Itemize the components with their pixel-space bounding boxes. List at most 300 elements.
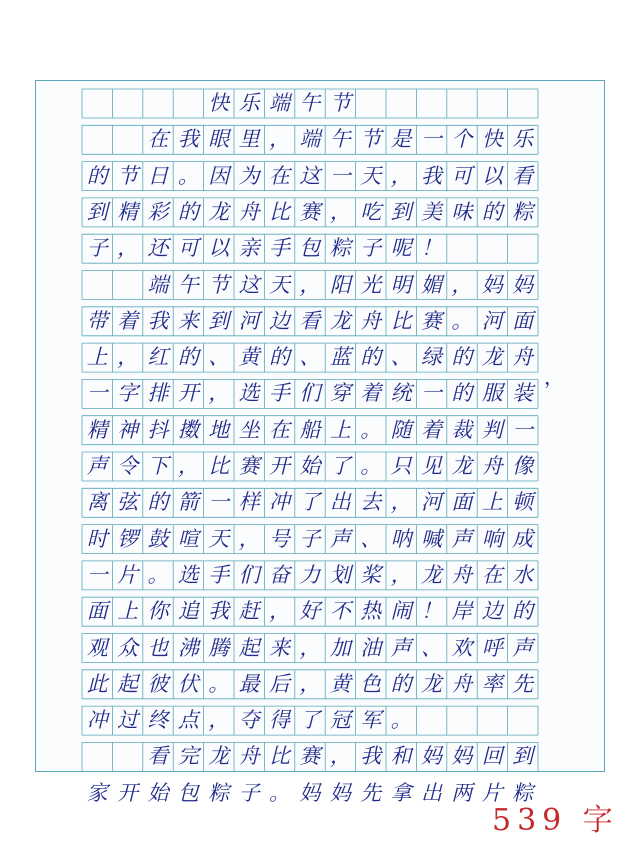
grid-cell bbox=[82, 271, 112, 300]
grid-cell: 龙 bbox=[420, 671, 442, 696]
grid-cell: 我 bbox=[177, 127, 199, 152]
grid-cell: 光 bbox=[360, 272, 382, 297]
grid-cell: 号 bbox=[269, 526, 291, 551]
grid-cell: 此 bbox=[86, 671, 108, 696]
grid-cell: 媚 bbox=[420, 272, 442, 297]
essay-line bbox=[82, 125, 538, 154]
essay-line bbox=[82, 488, 538, 517]
grid-cell: 。 bbox=[147, 562, 169, 587]
grid-cell: 子 bbox=[299, 526, 321, 551]
grid-cell: 妈 bbox=[420, 744, 442, 769]
grid-cell: 声 bbox=[512, 635, 534, 660]
grid-cell: 下 bbox=[147, 454, 169, 478]
grid-cell bbox=[416, 89, 446, 118]
grid-cell: 始 bbox=[147, 780, 169, 805]
grid-cell: 坐 bbox=[238, 417, 260, 442]
grid-cell: 是 bbox=[390, 127, 412, 152]
grid-cell: 冲 bbox=[86, 708, 108, 733]
essay-line bbox=[82, 706, 538, 735]
grid-cell: 船 bbox=[299, 417, 321, 442]
essay-line bbox=[82, 742, 538, 771]
grid-cell: 在 bbox=[269, 417, 291, 442]
grid-cell: 龙 bbox=[208, 744, 230, 769]
grid-cell: 箭 bbox=[177, 490, 199, 515]
grid-cell: 装 bbox=[512, 381, 534, 406]
grid-cell: 这 bbox=[299, 163, 321, 188]
grid-cell: 眼 bbox=[208, 127, 230, 152]
grid-cell: 喊 bbox=[420, 526, 442, 551]
grid-cell: 过 bbox=[117, 708, 139, 733]
grid-cell: 在 bbox=[269, 163, 291, 188]
grid-cell: 妈 bbox=[512, 272, 534, 297]
grid-cell: 顿 bbox=[512, 490, 534, 515]
grid-cell bbox=[507, 234, 537, 263]
grid-cell: 子 bbox=[360, 236, 382, 261]
grid-cell bbox=[447, 706, 477, 735]
grid-cell bbox=[356, 89, 386, 118]
grid-cell: 龙 bbox=[420, 562, 442, 587]
grid-cell: 。 bbox=[177, 163, 199, 188]
grid-cell: 响 bbox=[481, 526, 503, 551]
grid-cell: 的 bbox=[86, 163, 108, 188]
grid-cell bbox=[82, 742, 112, 771]
grid-cell: 比 bbox=[390, 308, 412, 333]
grid-cell: 一 bbox=[512, 417, 534, 442]
grid-cell: 河 bbox=[420, 490, 442, 515]
essay-line bbox=[82, 525, 538, 554]
grid-cell: 奋 bbox=[269, 562, 291, 587]
grid-cell: 着 bbox=[420, 417, 442, 442]
essay-line bbox=[82, 779, 538, 808]
essay-line bbox=[82, 271, 538, 300]
grid-cell bbox=[416, 706, 446, 735]
grid-cell: 黄 bbox=[329, 671, 351, 696]
grid-cell: 不 bbox=[329, 599, 351, 624]
grid-cell: 锣 bbox=[117, 526, 139, 551]
grid-cell: 。 bbox=[451, 308, 473, 333]
grid-cell: 上 bbox=[117, 599, 139, 624]
grid-cell: 可 bbox=[451, 163, 473, 188]
grid-cell: 舟 bbox=[238, 744, 260, 769]
grid-cell: 声 bbox=[451, 526, 473, 551]
grid-cell: 看 bbox=[147, 744, 169, 769]
grid-cell: 了 bbox=[299, 490, 321, 515]
grid-cell: 鼓 bbox=[147, 526, 169, 551]
grid-cell: 众 bbox=[117, 635, 139, 660]
grid-cell: 加 bbox=[329, 635, 351, 660]
grid-cell bbox=[112, 125, 142, 154]
grid-cell: 裁 bbox=[451, 417, 473, 442]
grid-cell: 片 bbox=[481, 780, 503, 805]
grid-cell: 阳 bbox=[329, 272, 351, 297]
grid-cell: 见 bbox=[420, 454, 442, 478]
grid-cell: 的 bbox=[177, 199, 199, 224]
grid-cell: 绿 bbox=[420, 345, 442, 370]
grid-cell: 军 bbox=[360, 708, 382, 733]
grid-cell: 边 bbox=[269, 308, 291, 333]
grid-cell bbox=[173, 89, 203, 118]
grid-cell: 到 bbox=[86, 199, 108, 224]
grid-cell: 子 bbox=[238, 780, 260, 805]
grid-cell: 舟 bbox=[238, 199, 260, 224]
grid-cell: 妈 bbox=[299, 780, 321, 805]
grid-cell: 午 bbox=[299, 91, 321, 115]
grid-cell: 弦 bbox=[117, 490, 139, 515]
grid-cell: ， bbox=[451, 272, 473, 297]
grid-cell: 划 bbox=[329, 562, 351, 587]
grid-cell bbox=[447, 89, 477, 118]
grid-cell: 桨 bbox=[360, 562, 382, 587]
grid-cell: 成 bbox=[512, 526, 534, 551]
grid-cell bbox=[507, 89, 537, 118]
grid-cell: ， bbox=[269, 599, 291, 624]
grid-cell: 夺 bbox=[238, 708, 260, 733]
grid-cell: 粽 bbox=[512, 780, 534, 805]
grid-cell: 赛 bbox=[420, 308, 442, 333]
grid-cell: ， bbox=[177, 454, 199, 478]
grid-cell: 看 bbox=[299, 308, 321, 333]
essay-line bbox=[82, 597, 538, 626]
grid-cell: 粽 bbox=[329, 236, 351, 261]
grid-cell: 上 bbox=[481, 490, 503, 515]
essay-line bbox=[82, 452, 538, 481]
grid-cell: 河 bbox=[481, 308, 503, 333]
grid-cell: ， bbox=[390, 562, 412, 587]
grid-cell: 的 bbox=[512, 599, 534, 624]
grid-cell: 带 bbox=[86, 308, 108, 333]
grid-cell: 比 bbox=[269, 199, 291, 224]
grid-cell: 始 bbox=[299, 454, 321, 478]
grid-cell: ， bbox=[238, 526, 260, 551]
grid-cell: 、 bbox=[420, 635, 442, 660]
grid-cell: 面 bbox=[86, 599, 108, 624]
grid-cell: 天 bbox=[208, 526, 230, 551]
grid-cell: 的 bbox=[177, 345, 199, 370]
grid-cell: 妈 bbox=[329, 780, 351, 805]
grid-cell: 追 bbox=[177, 599, 199, 624]
grid-cell: 呢 bbox=[390, 236, 412, 261]
grid-cell: 们 bbox=[299, 381, 321, 406]
grid-cell: 冲 bbox=[269, 490, 291, 515]
grid-cell: 以 bbox=[481, 163, 503, 188]
grid-cell: ， bbox=[390, 490, 412, 515]
essay-line bbox=[82, 670, 538, 699]
grid-cell: 的 bbox=[451, 345, 473, 370]
grid-cell: 、 bbox=[208, 345, 230, 370]
grid-cell: 节 bbox=[208, 272, 230, 297]
grid-cell: 到 bbox=[512, 744, 534, 769]
grid-cell: 快 bbox=[481, 127, 503, 152]
grid-cell: 令 bbox=[117, 454, 139, 478]
grid-cell: 开 bbox=[269, 454, 291, 478]
essay-line bbox=[82, 416, 538, 445]
grid-cell: 亲 bbox=[238, 236, 260, 261]
grid-cell: 片 bbox=[117, 562, 139, 587]
grid-cell: 为 bbox=[238, 163, 260, 188]
grid-cell: 端 bbox=[147, 272, 169, 297]
grid-cell: ， bbox=[329, 744, 351, 769]
grid-cell: 出 bbox=[420, 780, 442, 805]
grid-cell: 看 bbox=[512, 163, 534, 188]
grid-cell: 的 bbox=[360, 345, 382, 370]
grid-cell: ， bbox=[299, 671, 321, 696]
grid-cell: 在 bbox=[147, 127, 169, 152]
grid-cell: 里 bbox=[238, 127, 260, 152]
grid-cell: 赛 bbox=[299, 744, 321, 769]
grid-cell: 天 bbox=[360, 163, 382, 188]
grid-cell: 样 bbox=[238, 490, 260, 515]
grid-cell: 河 bbox=[238, 308, 260, 333]
grid-cell: 味 bbox=[451, 199, 473, 224]
grid-cell: 、 bbox=[299, 345, 321, 370]
grid-cell: 舟 bbox=[481, 454, 503, 478]
grid-cell: 天 bbox=[269, 272, 291, 297]
grid-cell: 声 bbox=[390, 635, 412, 660]
grid-cell: 明 bbox=[390, 272, 412, 297]
grid-cell: ， bbox=[208, 381, 230, 406]
grid-cell: 随 bbox=[390, 417, 412, 442]
grid-cell: 到 bbox=[390, 199, 412, 224]
grid-cell: 着 bbox=[360, 381, 382, 406]
grid-cell bbox=[477, 234, 507, 263]
grid-cell: 赛 bbox=[238, 454, 260, 478]
grid-cell: 。 bbox=[390, 708, 412, 733]
grid-cell: 。 bbox=[360, 454, 382, 478]
grid-cell: 判 bbox=[481, 417, 503, 442]
grid-cell: 完 bbox=[177, 744, 199, 769]
grid-cell: 家 bbox=[86, 780, 108, 805]
grid-cell: 舟 bbox=[451, 671, 473, 696]
grid-cell: 龙 bbox=[481, 345, 503, 370]
grid-cell: 服 bbox=[481, 381, 503, 406]
grid-cell: 日 bbox=[147, 163, 169, 188]
grid-cell: ， bbox=[299, 272, 321, 297]
grid-cell: 可 bbox=[177, 236, 199, 261]
essay-line bbox=[82, 89, 538, 118]
grid-cell: 吃 bbox=[360, 199, 382, 224]
grid-cell: 时 bbox=[86, 526, 108, 551]
grid-cell: ， bbox=[117, 345, 139, 370]
essay-line bbox=[82, 307, 538, 336]
grid-cell bbox=[112, 742, 142, 771]
grid-cell: 午 bbox=[329, 127, 351, 152]
grid-cell: ！ bbox=[420, 236, 442, 261]
grid-cell: 最 bbox=[238, 671, 260, 696]
grid-cell: 离 bbox=[86, 490, 108, 515]
grid-cell: 手 bbox=[269, 236, 291, 261]
grid-cell: 个 bbox=[451, 127, 473, 152]
essay-line bbox=[82, 561, 538, 590]
grid-cell: ， bbox=[299, 635, 321, 660]
grid-cell: 因 bbox=[208, 163, 230, 188]
grid-cell: 一 bbox=[86, 381, 108, 406]
grid-cell bbox=[447, 234, 477, 263]
grid-cell: 一 bbox=[420, 127, 442, 152]
grid-cell: 包 bbox=[177, 780, 199, 805]
essay-line bbox=[82, 343, 538, 372]
grid-cell: 手 bbox=[208, 562, 230, 587]
grid-cell: 观 bbox=[86, 635, 108, 660]
grid-cell: 我 bbox=[147, 308, 169, 333]
grid-cell: 粽 bbox=[208, 780, 230, 805]
grid-cell bbox=[386, 89, 416, 118]
grid-cell: 先 bbox=[512, 671, 534, 696]
grid-cell: 出 bbox=[329, 490, 351, 515]
grid-cell: 先 bbox=[360, 780, 382, 805]
grid-cell: 一 bbox=[329, 163, 351, 188]
grid-cell: 赛 bbox=[299, 199, 321, 224]
grid-cell: ， bbox=[117, 236, 139, 261]
grid-cell: 在 bbox=[481, 562, 503, 587]
grid-cell: 节 bbox=[329, 91, 351, 115]
grid-cell: 了 bbox=[329, 454, 351, 478]
grid-cell: 乐 bbox=[512, 127, 534, 152]
grid-cell: 统 bbox=[390, 381, 412, 406]
grid-cell: 闹 bbox=[390, 599, 412, 624]
grid-cell: ， bbox=[329, 199, 351, 224]
grid-cell: 排 bbox=[147, 381, 169, 406]
grid-cell: 了 bbox=[299, 708, 321, 733]
grid-cell: 回 bbox=[481, 744, 503, 769]
grid-cell: 子 bbox=[86, 236, 108, 261]
grid-cell: 你 bbox=[147, 599, 169, 624]
grid-cell: 沸 bbox=[177, 635, 199, 660]
grid-cell: 的 bbox=[451, 381, 473, 406]
grid-cell: 。 bbox=[208, 671, 230, 696]
grid-cell: 彩 bbox=[147, 199, 169, 224]
grid-cell: 也 bbox=[147, 635, 169, 660]
grid-cell: 水 bbox=[512, 562, 534, 587]
grid-cell: 开 bbox=[117, 780, 139, 805]
grid-cell: 腾 bbox=[208, 635, 230, 660]
grid-cell: 来 bbox=[177, 308, 199, 333]
grid-cell: 冠 bbox=[329, 708, 351, 733]
grid-cell: 穿 bbox=[329, 381, 351, 406]
grid-cell: 彼 bbox=[147, 671, 169, 696]
grid-cell: 精 bbox=[86, 417, 108, 442]
grid-cell: 到 bbox=[208, 308, 230, 333]
grid-cell: 像 bbox=[512, 454, 534, 478]
grid-cell: 起 bbox=[117, 671, 139, 696]
grid-cell: 面 bbox=[451, 490, 473, 515]
essay-line bbox=[82, 634, 538, 663]
grid-cell: 舟 bbox=[512, 345, 534, 370]
grid-cell: 龙 bbox=[451, 454, 473, 478]
grid-cell: 乐 bbox=[238, 91, 260, 115]
grid-cell: 只 bbox=[390, 454, 412, 478]
grid-cell bbox=[507, 706, 537, 735]
grid-cell: 来 bbox=[269, 635, 291, 660]
grid-cell: 快 bbox=[208, 91, 230, 115]
grid-cell: 得 bbox=[269, 708, 291, 733]
grid-cell: 精 bbox=[117, 199, 139, 224]
grid-cell: 的 bbox=[269, 345, 291, 370]
grid-cell: 们 bbox=[238, 562, 260, 587]
grid-cell bbox=[112, 271, 142, 300]
grid-cell: ， bbox=[390, 163, 412, 188]
grid-cell: 我 bbox=[208, 599, 230, 624]
grid-cell: 手 bbox=[269, 381, 291, 406]
grid-cell: 面 bbox=[512, 308, 534, 333]
grid-cell: 一 bbox=[420, 381, 442, 406]
grid-cell: 包 bbox=[299, 236, 321, 261]
grid-cell: 黄 bbox=[238, 345, 260, 370]
grid-cell: 一 bbox=[86, 562, 108, 587]
grid-cell: 拿 bbox=[390, 780, 412, 805]
grid-cell: 。 bbox=[360, 417, 382, 442]
grid-cell: 端 bbox=[269, 91, 291, 115]
grid-cell: 的 bbox=[481, 199, 503, 224]
grid-cell: 我 bbox=[420, 163, 442, 188]
grid-cell: 力 bbox=[299, 562, 321, 587]
grid-cell: 粽 bbox=[512, 199, 534, 224]
grid-cell: 舟 bbox=[451, 562, 473, 587]
grid-cell: 字 bbox=[117, 381, 139, 406]
grid-cell: 、 bbox=[390, 345, 412, 370]
grid-cell: 。 bbox=[269, 780, 291, 805]
grid-cell: 龙 bbox=[329, 308, 351, 333]
grid-cell: 赶 bbox=[238, 599, 260, 624]
grid-cell bbox=[82, 89, 112, 118]
grid-cell: 还 bbox=[147, 236, 169, 261]
grid-cell: 开 bbox=[177, 381, 199, 406]
grid-cell: 声 bbox=[86, 454, 108, 478]
essay-line bbox=[82, 234, 538, 263]
grid-cell: 妈 bbox=[481, 272, 503, 297]
grid-cell: 的 bbox=[147, 490, 169, 515]
margin-punctuation: ， bbox=[544, 365, 564, 389]
grid-cell: 和 bbox=[390, 744, 412, 769]
grid-cell bbox=[477, 89, 507, 118]
essay-line bbox=[82, 379, 538, 408]
grid-cell bbox=[477, 706, 507, 735]
grid-cell: 抖 bbox=[147, 417, 169, 442]
grid-cell: 、 bbox=[360, 526, 382, 551]
grid-cell: 上 bbox=[86, 345, 108, 370]
grid-cell: 的 bbox=[390, 671, 412, 696]
grid-cell: 妈 bbox=[451, 744, 473, 769]
grid-cell: 伏 bbox=[177, 671, 199, 696]
grid-cell: 擞 bbox=[177, 417, 199, 442]
grid-cell: 节 bbox=[360, 127, 382, 152]
grid-cell: 两 bbox=[451, 780, 473, 805]
essay-line bbox=[82, 198, 538, 227]
grid-cell: 喧 bbox=[177, 526, 199, 551]
grid-cell: 以 bbox=[208, 236, 230, 261]
grid-cell: 去 bbox=[360, 490, 382, 515]
grid-cell: 比 bbox=[208, 454, 230, 478]
grid-cell: 呼 bbox=[481, 635, 503, 660]
grid-cell: 点 bbox=[177, 708, 199, 733]
grid-cell: 热 bbox=[360, 599, 382, 624]
grid-cell bbox=[82, 125, 112, 154]
grid-cell: 声 bbox=[329, 526, 351, 551]
grid-cell: 选 bbox=[238, 381, 260, 406]
grid-cell: 着 bbox=[117, 308, 139, 333]
grid-cell: 岸 bbox=[451, 599, 473, 624]
grid-cell: 舟 bbox=[360, 308, 382, 333]
word-count: 539 字 bbox=[492, 803, 619, 838]
grid-cell: 这 bbox=[238, 272, 260, 297]
grid-cell: 我 bbox=[360, 744, 382, 769]
grid-cell: 上 bbox=[329, 417, 351, 442]
grid-cell bbox=[143, 89, 173, 118]
grid-cell: 神 bbox=[117, 417, 139, 442]
grid-cell: 龙 bbox=[208, 199, 230, 224]
grid-cell: 后 bbox=[269, 671, 291, 696]
grid-cell: 边 bbox=[481, 599, 503, 624]
grid-cell: ， bbox=[269, 127, 291, 152]
